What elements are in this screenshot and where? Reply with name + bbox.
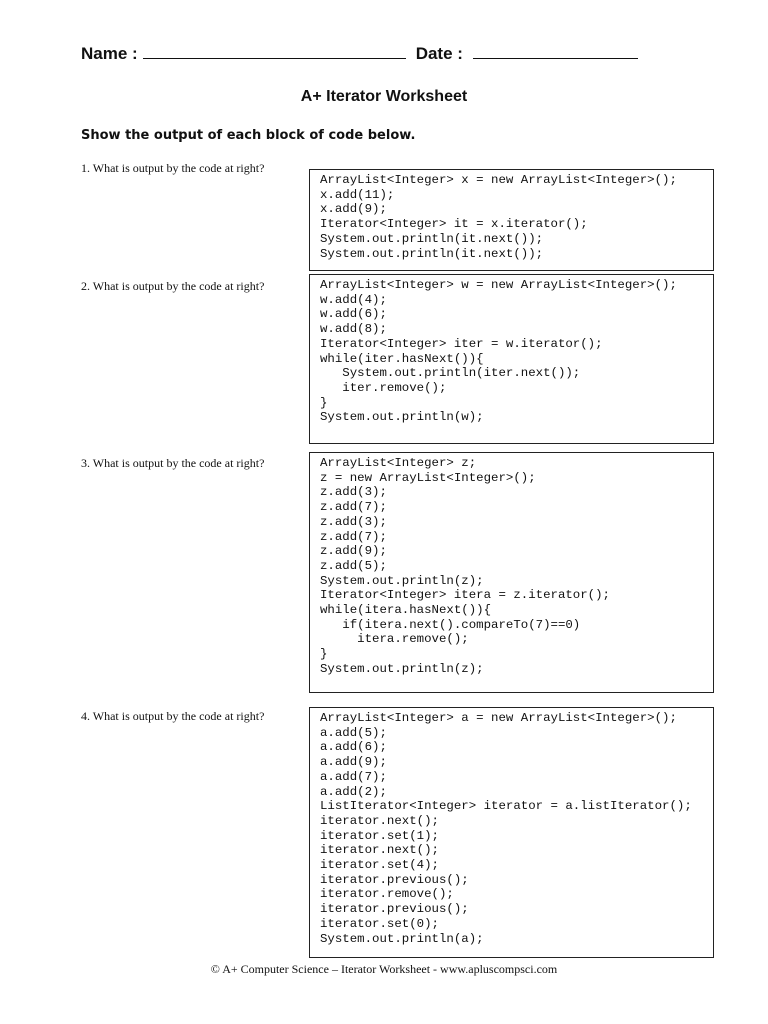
code-line: System.out.println(a);	[320, 931, 484, 946]
date-label: Date :	[415, 44, 463, 63]
question-1-prompt: 1. What is output by the code at right?	[81, 161, 265, 175]
question-2-prompt: 2. What is output by the code at right?	[81, 279, 265, 293]
code-line: z.add(9);	[320, 544, 387, 559]
code-line: while(iter.hasNext()){	[320, 351, 484, 366]
code-line: System.out.println(z);	[320, 573, 484, 588]
code-line: z.add(7);	[320, 529, 387, 544]
code-line: iterator.next();	[320, 843, 439, 858]
code-line: ListIterator<Integer> iterator = a.listIterator();	[320, 799, 692, 814]
code-line: a.add(7);	[320, 769, 387, 784]
code-line: x.add(11);	[320, 187, 395, 202]
code-line: w.add(8);	[320, 322, 387, 337]
code-line: z.add(5);	[320, 558, 387, 573]
code-line: a.add(9);	[320, 755, 387, 770]
code-line: System.out.println(iter.next());	[320, 366, 581, 381]
code-line: w.add(6);	[320, 307, 387, 322]
code-line: z = new ArrayList<Integer>();	[320, 470, 536, 485]
code-box-2	[309, 274, 714, 444]
code-line: iterator.previous();	[320, 902, 469, 917]
code-line: itera.remove();	[320, 632, 469, 647]
code-line: ArrayList<Integer> a = new ArrayList<Integer>();	[320, 711, 677, 725]
name-label: Name :	[81, 44, 138, 63]
code-line: System.out.println(w);	[320, 410, 484, 425]
code-line: System.out.println(it.next());	[320, 246, 544, 261]
code-line: ArrayList<Integer> z;	[320, 456, 477, 470]
code-line: z.add(7);	[320, 500, 387, 515]
footer: © A+ Computer Science – Iterator Worksheet - www.apluscompsci.com	[210, 962, 558, 976]
header	[81, 44, 681, 64]
code-box-1	[309, 169, 714, 271]
worksheet-title: A+ Iterator Worksheet	[300, 88, 468, 105]
code-line: Iterator<Integer> itera = z.iterator();	[320, 588, 610, 603]
code-line: System.out.println(it.next());	[320, 231, 544, 246]
code-line: System.out.println(z);	[320, 661, 484, 676]
instructions: Show the output of each block of code below.	[81, 128, 416, 143]
code-line: z.add(3);	[320, 514, 387, 529]
code-box-3	[309, 452, 714, 693]
code-line: w.add(4);	[320, 292, 387, 307]
code-line: iter.remove();	[320, 380, 447, 395]
code-line: iterator.set(1);	[320, 828, 439, 843]
date-blank[interactable]	[473, 46, 638, 59]
code-line: iterator.remove();	[320, 887, 454, 902]
code-line: iterator.previous();	[320, 872, 469, 887]
code-line: x.add(9);	[320, 202, 387, 217]
code-box-4	[309, 707, 714, 958]
code-line: a.add(2);	[320, 784, 387, 799]
name-blank[interactable]	[143, 46, 406, 59]
code-line: while(itera.hasNext()){	[320, 603, 492, 618]
question-4-prompt: 4. What is output by the code at right?	[81, 709, 265, 723]
code-line: }	[320, 395, 328, 410]
code-line: iterator.set(0);	[320, 916, 439, 931]
code-line: if(itera.next().compareTo(7)==0)	[320, 617, 581, 632]
code-line: Iterator<Integer> iter = w.iterator();	[320, 336, 603, 351]
code-line: ArrayList<Integer> x = new ArrayList<Integer>();	[320, 173, 677, 187]
code-line: Iterator<Integer> it = x.iterator();	[320, 217, 588, 232]
code-line: z.add(3);	[320, 485, 387, 500]
code-line: a.add(5);	[320, 725, 387, 740]
code-line: }	[320, 647, 328, 662]
code-line: ArrayList<Integer> w = new ArrayList<Integer>();	[320, 278, 677, 292]
code-line: iterator.next();	[320, 813, 439, 828]
code-line: a.add(6);	[320, 740, 387, 755]
question-3-prompt: 3. What is output by the code at right?	[81, 456, 265, 470]
code-line: iterator.set(4);	[320, 858, 439, 873]
